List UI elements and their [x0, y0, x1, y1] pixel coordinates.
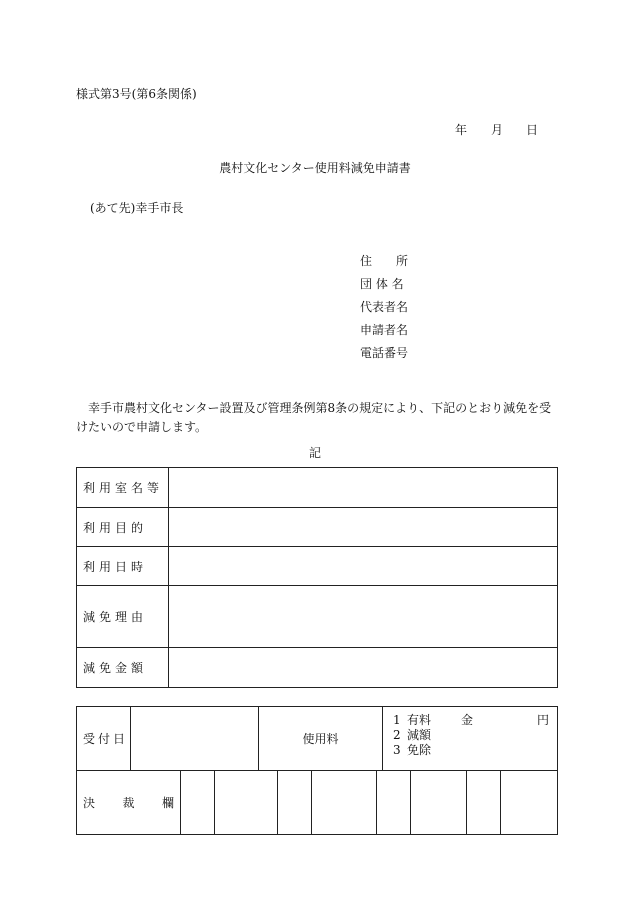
fee-label: 使用料 [259, 707, 383, 771]
reception-table [76, 706, 558, 771]
detail-table [76, 467, 558, 688]
ki-heading: 記 [308, 446, 321, 460]
amount-field[interactable] [169, 648, 558, 688]
table-row [77, 547, 558, 586]
room-name-label: 利用室名等 [77, 468, 169, 508]
option-label: 減額 [407, 728, 432, 742]
applicant-representative-label: 代表者名 [360, 300, 409, 314]
approval-table [76, 770, 558, 835]
reception-date-field[interactable] [131, 707, 259, 771]
option-yen-label: 円 [536, 713, 549, 727]
date-year-label: 年 [455, 123, 468, 137]
purpose-label: 利用目的 [77, 508, 169, 547]
applicant-address-label: 住 所 [360, 254, 409, 268]
document-title: 農村文化センター使用料減免申請書 [219, 161, 411, 175]
table-row [77, 468, 558, 508]
table-row [77, 707, 558, 771]
approval-stamp-cell[interactable] [467, 771, 501, 835]
form-number: 様式第3号(第6条関係) [76, 87, 197, 101]
approval-label-char: 欄 [161, 796, 174, 810]
option-label: 免除 [407, 743, 432, 757]
table-row [77, 771, 558, 835]
date-field [455, 121, 538, 138]
option-number: 3 [393, 743, 401, 757]
reception-date-label: 受付日 [77, 707, 131, 771]
approval-label [77, 771, 181, 835]
approval-stamp-cell[interactable] [411, 771, 467, 835]
applicant-fields [360, 253, 408, 368]
applicant-phone-label: 電話番号 [360, 346, 409, 360]
datetime-label: 利用日時 [77, 547, 169, 586]
option-kin-label: 金 [461, 713, 474, 727]
reason-label: 減免理由 [77, 586, 169, 648]
approval-label-char: 裁 [122, 796, 135, 810]
applicant-group-name-label: 団 体 名 [360, 277, 404, 291]
option-label: 有料 [407, 713, 432, 727]
approval-stamp-cell[interactable] [181, 771, 215, 835]
table-row [77, 586, 558, 648]
applicant-name-label: 申請者名 [360, 323, 409, 337]
option-exempt [393, 743, 549, 758]
date-month-label: 月 [491, 123, 504, 137]
option-reduced [393, 728, 549, 743]
application-statement: 幸手市農村文化センター設置及び管理条例第8条の規定により、下記のとおり減免を受けたいので申請します。 [76, 401, 552, 434]
room-name-field[interactable] [169, 468, 558, 508]
fee-options [383, 707, 558, 771]
approval-stamp-cell[interactable] [501, 771, 558, 835]
option-number: 2 [393, 728, 401, 742]
approval-stamp-cell[interactable] [278, 771, 312, 835]
amount-label: 減免金額 [77, 648, 169, 688]
approval-label-char: 決 [83, 796, 96, 810]
table-row [77, 648, 558, 688]
approval-stamp-cell[interactable] [215, 771, 278, 835]
option-number: 1 [393, 713, 401, 727]
date-day-label: 日 [526, 123, 539, 137]
approval-stamp-cell[interactable] [312, 771, 377, 835]
option-paid [393, 713, 549, 728]
addressee: (あて先)幸手市長 [90, 201, 184, 215]
reason-field[interactable] [169, 586, 558, 648]
datetime-field[interactable] [169, 547, 558, 586]
purpose-field[interactable] [169, 508, 558, 547]
table-row [77, 508, 558, 547]
approval-stamp-cell[interactable] [377, 771, 411, 835]
